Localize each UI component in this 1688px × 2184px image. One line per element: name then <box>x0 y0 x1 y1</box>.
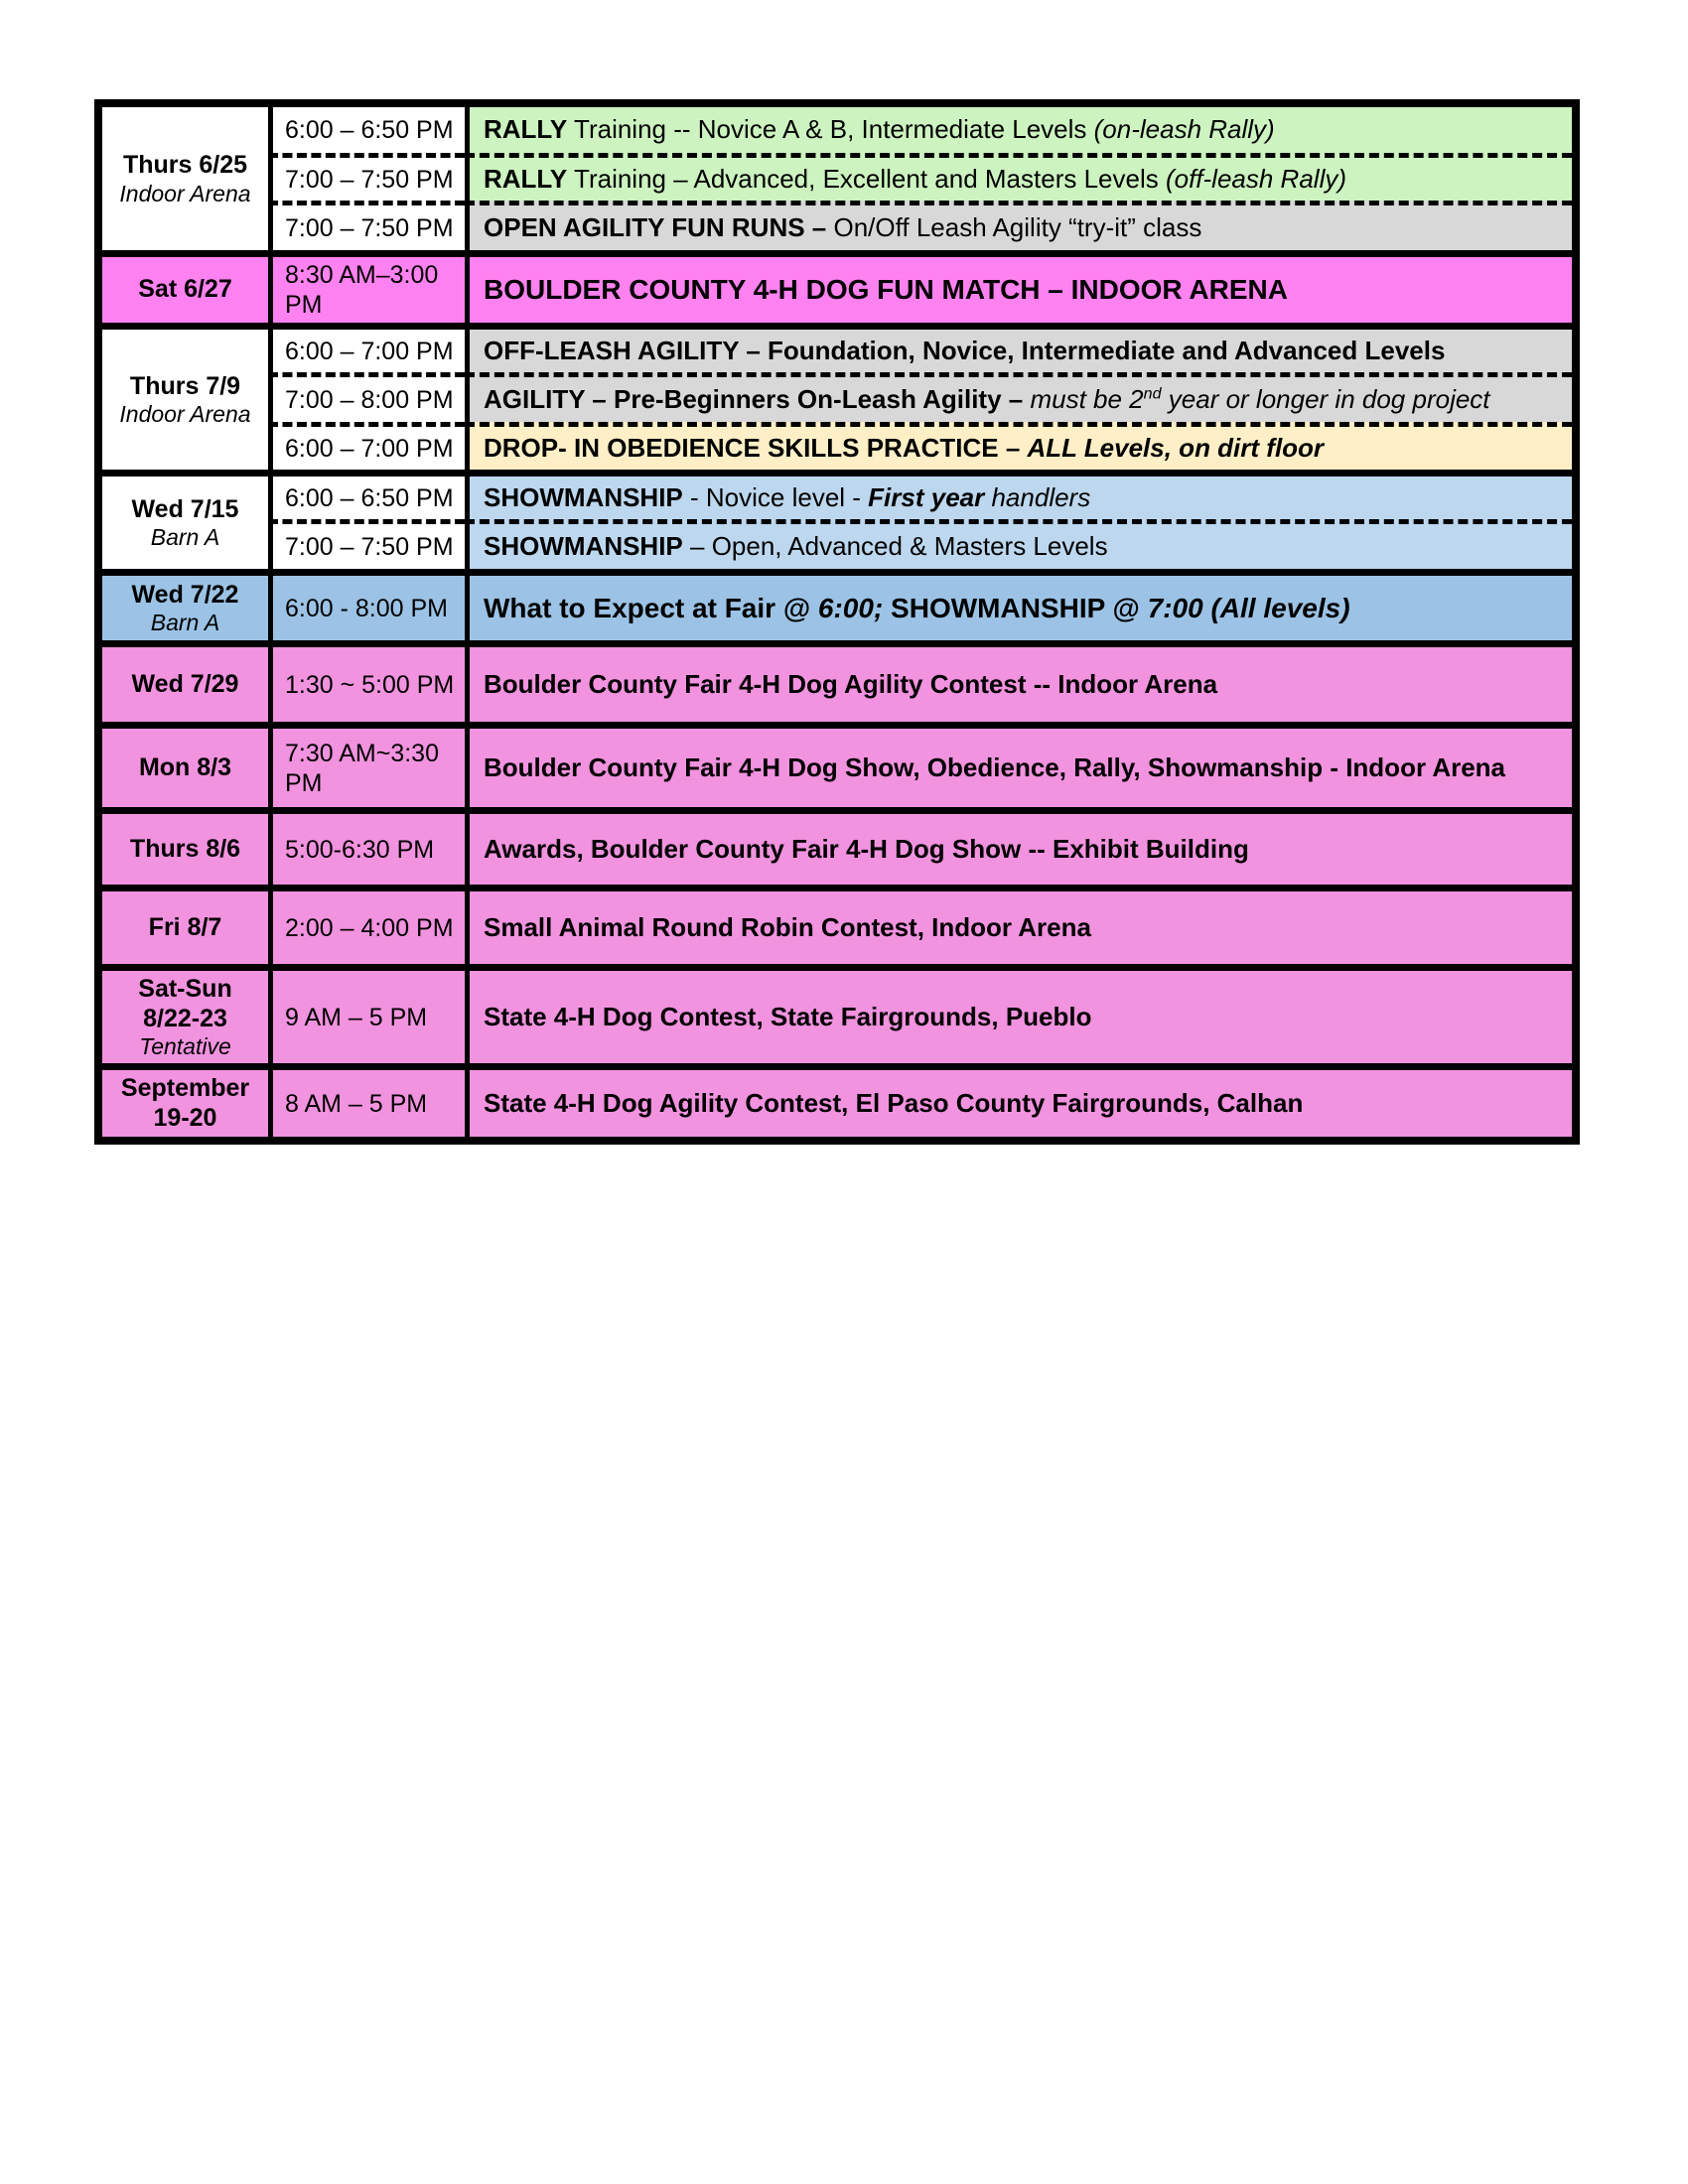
date-text: Fri 8/7 <box>148 912 222 941</box>
event-text-segment: year or longer in dog project <box>1161 383 1490 414</box>
event-cell <box>465 722 1572 807</box>
date-cell <box>102 1063 268 1137</box>
event-cell <box>465 964 1572 1063</box>
time-cell: 7:00 – 7:50 PM <box>268 201 465 250</box>
date-cell <box>102 807 268 885</box>
time-cell: 8:30 AM–3:00 PM <box>268 250 465 323</box>
time-cell: 6:00 – 7:00 PM <box>268 323 465 372</box>
date-cell <box>102 470 268 569</box>
event-text-segment: - Novice level - <box>682 481 869 512</box>
date-sublabel: Tentative <box>139 1033 231 1059</box>
schedule-row <box>102 250 1572 323</box>
date-sublabel: Indoor Arena <box>119 401 251 428</box>
date-cell <box>102 250 268 323</box>
event-cell <box>465 201 1572 250</box>
event-text-segment: On/Off Leash Agility “try-it” class <box>833 211 1202 242</box>
schedule-document <box>94 99 1580 1145</box>
event-cell <box>465 569 1572 640</box>
event-cell <box>465 107 1572 153</box>
event-cell <box>465 153 1572 201</box>
schedule-row <box>102 519 1572 569</box>
schedule-row <box>102 964 1572 1063</box>
event-cell <box>465 807 1572 885</box>
date-cell <box>102 107 268 250</box>
event-cell <box>465 1063 1572 1137</box>
date-text: Thurs 8/6 <box>129 834 241 863</box>
event-cell <box>465 372 1572 422</box>
date-text: 19-20 <box>153 1103 217 1132</box>
event-cell <box>465 323 1572 372</box>
event-text-segment: Training -- Novice A & B, Intermediate Levels <box>567 114 1094 145</box>
event-text-segment: What to Expect at Fair @ <box>484 592 818 623</box>
schedule-row <box>102 569 1572 640</box>
date-cell <box>102 964 268 1063</box>
schedule-row <box>102 640 1572 722</box>
schedule-row <box>102 1063 1572 1137</box>
time-cell: 6:00 – 7:00 PM <box>268 422 465 470</box>
event-text-segment: 6:00; <box>817 592 884 623</box>
schedule-row <box>102 372 1572 422</box>
time-cell: 6:00 - 8:00 PM <box>268 569 465 640</box>
event-text-segment: State 4-H Dog Agility Contest, El Paso County Fairgrounds, Calhan <box>484 1088 1304 1119</box>
date-text: Wed 7/15 <box>131 494 239 523</box>
date-sublabel: Indoor Arena <box>119 180 251 206</box>
event-text-segment: SHOWMANSHIP @ <box>883 592 1148 623</box>
event-text-segment: First year <box>868 481 985 512</box>
event-text-segment: (on-leash Rally) <box>1093 114 1275 145</box>
event-cell <box>465 640 1572 722</box>
time-cell: 7:00 – 7:50 PM <box>268 153 465 201</box>
date-text: Thurs 7/9 <box>129 371 241 400</box>
date-cell <box>102 323 268 470</box>
time-cell: 6:00 – 6:50 PM <box>268 470 465 519</box>
event-text-segment: Boulder County Fair 4-H Dog Agility Contest -- Indoor Arena <box>484 668 1218 699</box>
event-cell <box>465 885 1572 964</box>
time-cell: 6:00 – 6:50 PM <box>268 107 465 153</box>
schedule-row <box>102 323 1572 372</box>
date-text: Wed 7/22 <box>131 580 239 609</box>
time-cell: 8 AM – 5 PM <box>268 1063 465 1137</box>
date-cell <box>102 722 268 807</box>
event-text-segment: must be 2 <box>1030 383 1144 414</box>
event-text-segment: Boulder County Fair 4-H Dog Show, Obedience, Rally, Showmanship - Indoor Arena <box>484 751 1506 782</box>
event-text-segment: Small Animal Round Robin Contest, Indoor Arena <box>484 911 1091 942</box>
event-text-segment: OFF-LEASH AGILITY – Foundation, Novice, Intermediate and Advanced Levels <box>484 335 1446 365</box>
time-cell: 7:30 AM~3:30 PM <box>268 722 465 807</box>
event-text-segment: RALLY <box>484 163 568 194</box>
event-text-segment: 7:00 (All levels) <box>1147 592 1350 623</box>
event-text-segment: SHOWMANSHIP <box>484 481 683 512</box>
schedule-table-body <box>102 107 1572 1137</box>
event-text-segment: DROP- IN OBEDIENCE SKILLS PRACTICE – <box>484 432 1028 463</box>
schedule-row <box>102 201 1572 250</box>
schedule-row <box>102 807 1572 885</box>
time-cell: 5:00-6:30 PM <box>268 807 465 885</box>
event-cell <box>465 250 1572 323</box>
schedule-table <box>94 99 1580 1145</box>
event-text-segment: State 4-H Dog Contest, State Fairgrounds, Pueblo <box>484 1002 1092 1032</box>
schedule-row <box>102 107 1572 153</box>
date-sublabel: Barn A <box>150 524 220 551</box>
event-text-segment: AGILITY – Pre-Beginners On-Leash Agility – <box>484 383 1031 414</box>
event-text-segment: handlers <box>984 481 1091 512</box>
time-cell: 1:30 ~ 5:00 PM <box>268 640 465 722</box>
date-cell <box>102 569 268 640</box>
date-cell <box>102 640 268 722</box>
date-text: Sat-Sun <box>138 975 232 1003</box>
date-text: Thurs 6/25 <box>122 151 248 180</box>
date-sublabel: Barn A <box>150 610 220 636</box>
event-cell <box>465 519 1572 569</box>
date-text: Sat 6/27 <box>138 275 232 304</box>
event-text-segment: (off-leash Rally) <box>1165 163 1347 194</box>
time-cell: 9 AM – 5 PM <box>268 964 465 1063</box>
event-text-segment: nd <box>1143 384 1162 403</box>
date-text: Mon 8/3 <box>138 752 232 781</box>
schedule-row <box>102 885 1572 964</box>
schedule-row <box>102 722 1572 807</box>
schedule-row <box>102 153 1572 201</box>
schedule-row <box>102 470 1572 519</box>
date-cell <box>102 885 268 964</box>
date-text: Wed 7/29 <box>131 669 239 698</box>
event-cell <box>465 422 1572 470</box>
time-cell: 7:00 – 8:00 PM <box>268 372 465 422</box>
event-text-segment: Training – Advanced, Excellent and Masters Levels <box>567 163 1166 194</box>
event-text-segment: BOULDER COUNTY 4-H DOG FUN MATCH – INDOOR ARENA <box>484 274 1288 306</box>
time-cell: 2:00 – 4:00 PM <box>268 885 465 964</box>
event-text-segment: RALLY <box>484 114 568 145</box>
event-cell <box>465 470 1572 519</box>
date-text: 8/22-23 <box>143 1004 227 1032</box>
event-text-segment: ALL Levels, on dirt floor <box>1027 432 1325 463</box>
date-text: September <box>120 1074 250 1103</box>
event-text-segment: Awards, Boulder County Fair 4-H Dog Show -- Exhibit Building <box>484 833 1249 864</box>
event-text-segment: SHOWMANSHIP <box>484 530 683 561</box>
schedule-row <box>102 422 1572 470</box>
event-text-segment: – Open, Advanced & Masters Levels <box>682 530 1108 561</box>
time-cell: 7:00 – 7:50 PM <box>268 519 465 569</box>
event-text-segment: OPEN AGILITY FUN RUNS – <box>484 211 834 242</box>
